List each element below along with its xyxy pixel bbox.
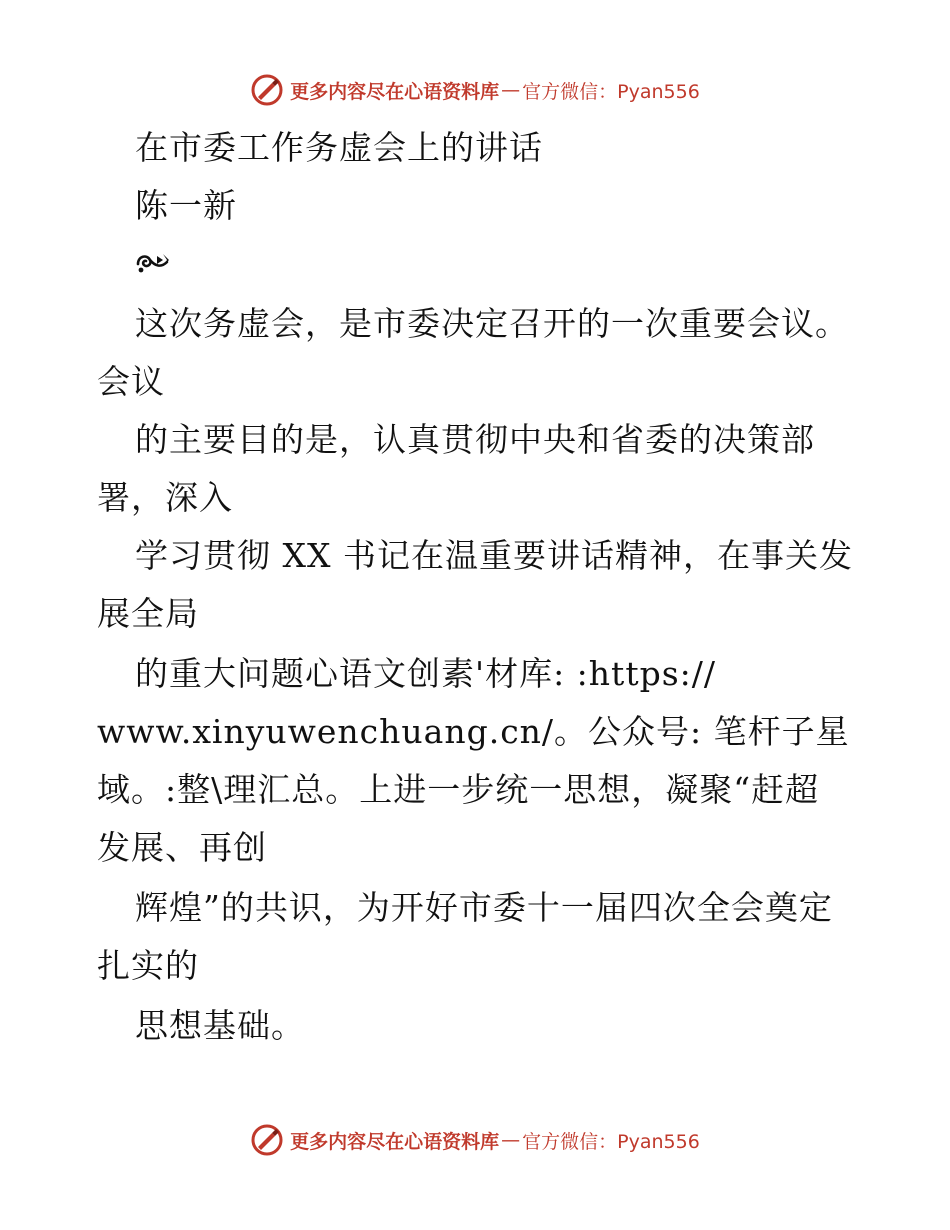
banner-wechat: 官方微信：Pyan556 xyxy=(522,1130,700,1153)
body-line: 的重大问题心语文创素'材库: :https:// xyxy=(135,654,716,693)
body-line: 思想基础。 xyxy=(135,1006,305,1045)
banner-wechat: 官方微信：Pyan556 xyxy=(522,80,700,103)
fleuron-icon xyxy=(135,250,173,276)
pen-logo-icon xyxy=(250,1123,284,1157)
body-line: 辉煌”的共识，为开好市委十一届四次全会奠定 xyxy=(135,888,833,927)
document-title: 在市委工作务虚会上的讲话 xyxy=(135,128,543,167)
pen-logo-icon xyxy=(250,73,284,107)
banner-text: 更多内容尽在心语资料库 xyxy=(290,1130,500,1153)
body-line: 这次务虚会，是市委决定召开的一次重要会议。 xyxy=(135,304,849,343)
header-banner xyxy=(0,70,950,110)
body-line: 发展、再创 xyxy=(97,828,267,867)
banner-separator: — xyxy=(501,1129,521,1151)
body-line: 署，深入 xyxy=(97,478,233,517)
banner-separator: — xyxy=(501,79,521,101)
body-line: 展全局 xyxy=(97,594,199,633)
body-line: 会议 xyxy=(97,362,165,401)
footer-banner xyxy=(0,1120,950,1160)
body-line: 的主要目的是，认真贯彻中央和省委的决策部 xyxy=(135,420,815,459)
body-line: 域。:整\理汇总。上进一步统一思想，凝聚“赶超 xyxy=(97,770,820,809)
body-line: 学习贯彻 XX 书记在温重要讲话精神，在事关发 xyxy=(135,536,853,575)
body-line: www.xinyuwenchuang.cn/。公众号: 笔杆子星 xyxy=(97,712,850,751)
banner-text: 更多内容尽在心语资料库 xyxy=(290,80,500,103)
body-line: 扎实的 xyxy=(97,946,199,985)
document-author: 陈一新 xyxy=(135,186,237,225)
